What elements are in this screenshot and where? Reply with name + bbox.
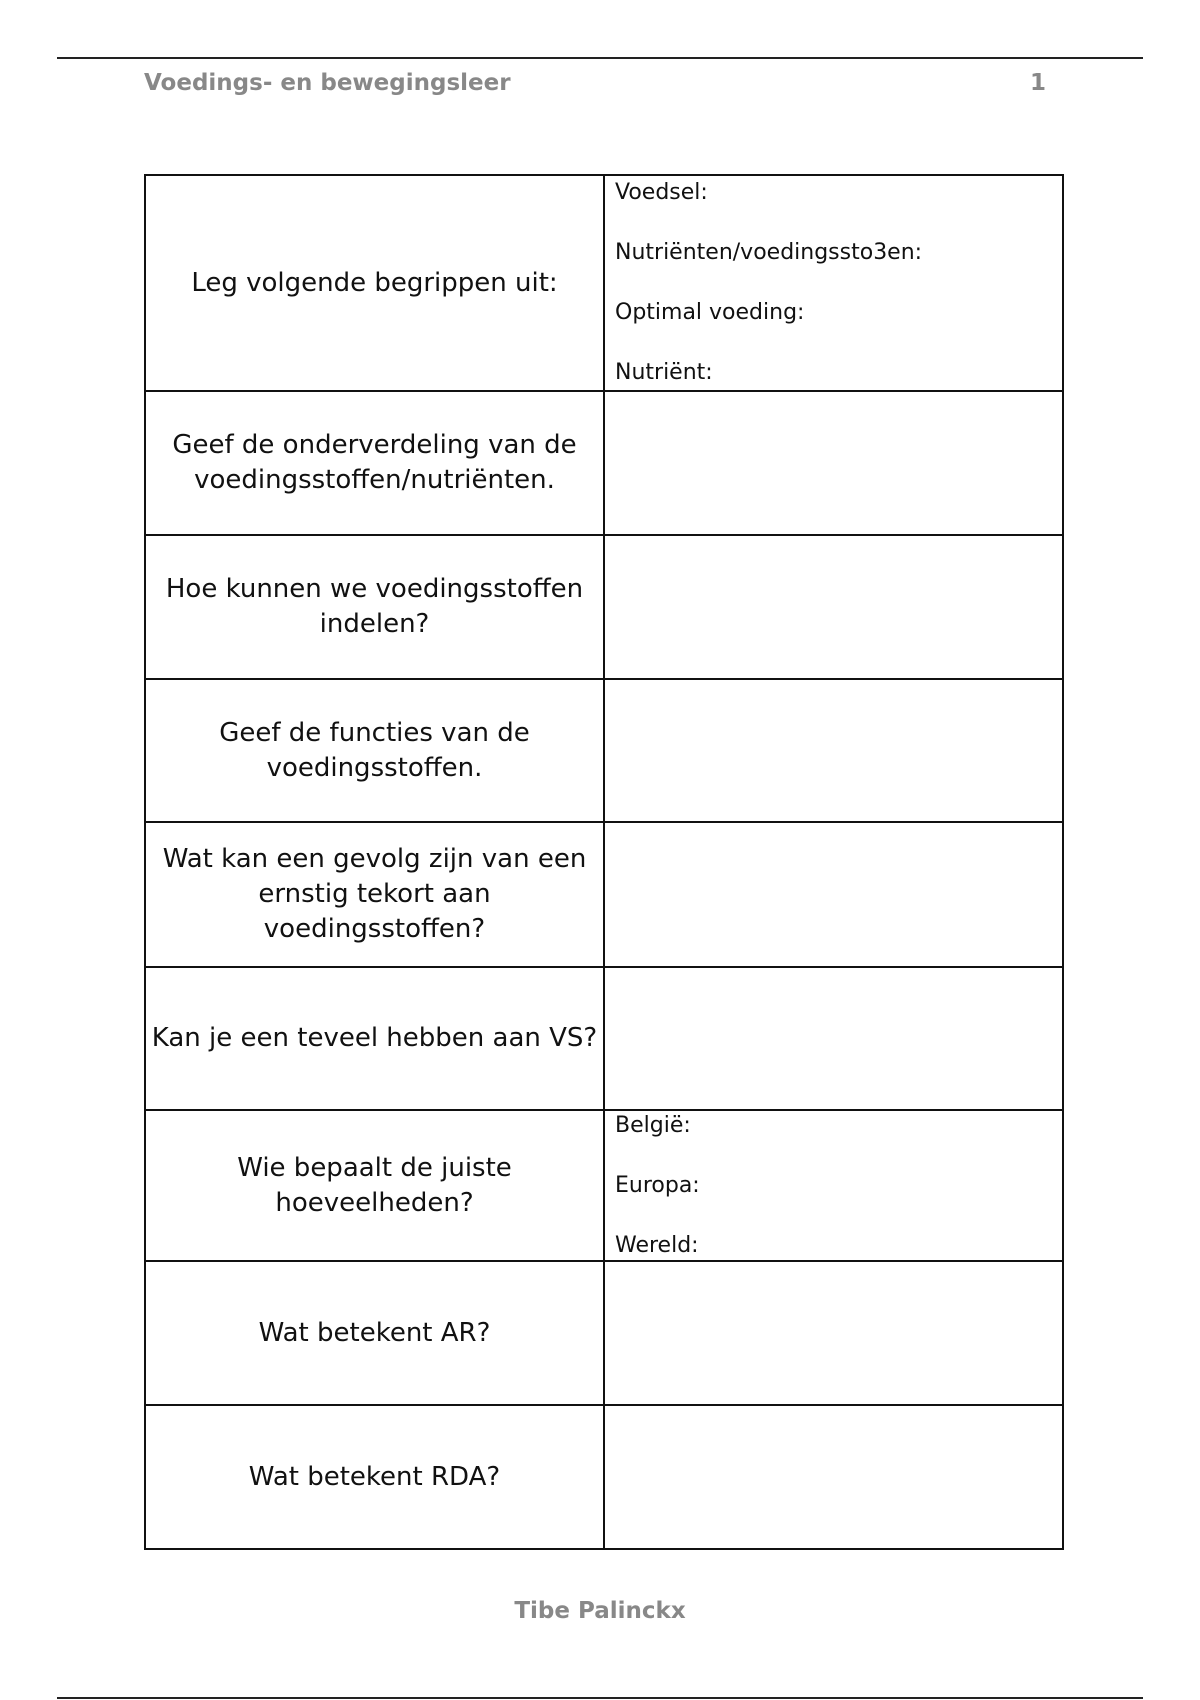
- answer-cell[interactable]: [604, 1405, 1063, 1549]
- question-cell: Leg volgende begrippen uit:: [145, 175, 604, 391]
- table-row: [145, 1261, 1063, 1405]
- answer-prompts: [605, 180, 1062, 386]
- header-rule: [57, 57, 1143, 59]
- question-cell: Geef de onderverdeling van de voedingsstoffen/nutriënten.: [145, 391, 604, 535]
- answer-prompt: Voedsel:: [615, 180, 708, 205]
- author-name: Tibe Palinckx: [514, 1598, 686, 1624]
- question-cell: Geef de functies van de voedingsstoffen.: [145, 679, 604, 822]
- answer-cell[interactable]: [604, 535, 1063, 679]
- question-cell: Wie bepaalt de juiste hoeveelheden?: [145, 1110, 604, 1261]
- table-row: [145, 1110, 1063, 1261]
- table-row: [145, 535, 1063, 679]
- answer-cell[interactable]: [604, 391, 1063, 535]
- question-cell: Wat betekent RDA?: [145, 1405, 604, 1549]
- answer-cell[interactable]: [604, 679, 1063, 822]
- answer-prompt: Wereld:: [615, 1232, 699, 1258]
- answer-prompt: Nutriënten/voedingssto3en:: [615, 240, 923, 265]
- table-row: [145, 967, 1063, 1110]
- table-row: [145, 679, 1063, 822]
- answer-cell[interactable]: [604, 822, 1063, 967]
- answer-cell[interactable]: [604, 175, 1063, 391]
- question-cell: Hoe kunnen we voedingsstoffen indelen?: [145, 535, 604, 679]
- question-cell: Wat betekent AR?: [145, 1261, 604, 1405]
- question-cell: Kan je een teveel hebben aan VS?: [145, 967, 604, 1110]
- answer-prompt: België:: [615, 1112, 691, 1138]
- answer-prompt: Nutriënt:: [615, 360, 713, 385]
- answer-cell[interactable]: [604, 1110, 1063, 1261]
- answer-cell[interactable]: [604, 967, 1063, 1110]
- answer-prompts: [605, 1113, 1062, 1259]
- answer-cell[interactable]: [604, 1261, 1063, 1405]
- answer-prompt: Europa:: [615, 1172, 700, 1198]
- page-number: 1: [1030, 70, 1047, 96]
- document-title: Voedings- en bewegingsleer: [144, 70, 511, 96]
- table-row: [145, 175, 1063, 391]
- table-row: [145, 1405, 1063, 1549]
- table-row: [145, 822, 1063, 967]
- question-table: [144, 174, 1064, 1550]
- table-row: [145, 391, 1063, 535]
- question-cell: Wat kan een gevolg zijn van een ernstig tekort aan voedingsstoffen?: [145, 822, 604, 967]
- footer-rule: [57, 1697, 1143, 1699]
- answer-prompt: Optimal voeding:: [615, 300, 805, 325]
